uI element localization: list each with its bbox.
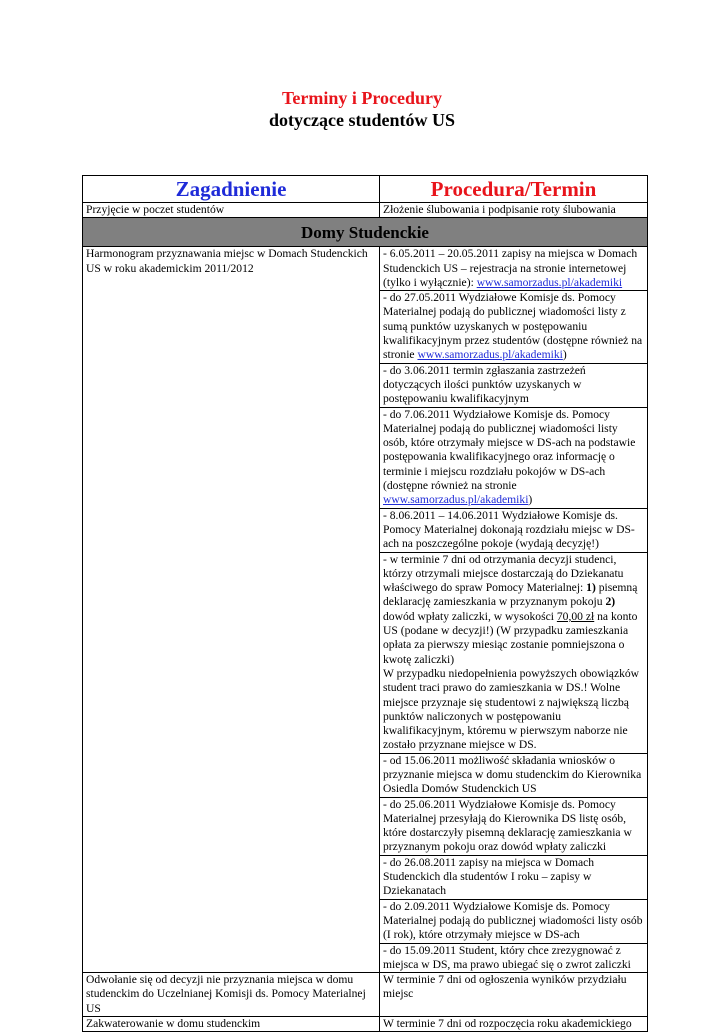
step-text: - w terminie 7 dni od otrzymania decyzji studenci, którzy otrzymali miejsce dostarczają do Dziekanatu właściwego do spraw Pomocy Materialnej: xyxy=(383,552,624,595)
akademiki-link[interactable]: www.samorzadus.pl/akademiki xyxy=(383,493,529,507)
procedure-step-7: - od 15.06.2011 możliwość składania wniosków o przyznanie miejsca w domu studenckim do Kierownika Osiedla Domów Studenckich US xyxy=(380,753,648,797)
section-title: Domy Studenckie xyxy=(83,218,648,247)
table-row-przyjecie xyxy=(83,203,648,218)
step-text: - 6.05.2011 – 20.05.2011 zapisy na miejsca w Domach Studenckich US – rejestracja na stronie internetowej (tylko i wyłącznie): xyxy=(383,247,638,289)
procedure-step-10: - do 2.09.2011 Wydziałowe Komisje ds. Pomocy Materialnej podają do publicznej wiadomości listy osób (I rok), które otrzymały miejsce w DS-ach xyxy=(380,899,648,943)
step-text: - do 7.06.2011 Wydziałowe Komisje ds. Pomocy Materialnej podają do publicznej wiadomości listy osób, które otrzymały miejsce w DS-ach na podstawie postępowania kwalifikacyjnego oraz informację o terminie i miejscu rozdziału pokojów w DS-ach (dostępne również na stronie xyxy=(383,407,636,493)
step-text-tail: ) xyxy=(562,348,567,362)
procedure-cell: W terminie 7 dni od rozpoczęcia roku akademickiego xyxy=(380,1017,648,1032)
step-number: 1) xyxy=(586,581,596,595)
akademiki-link[interactable]: www.samorzadus.pl/akademiki xyxy=(417,348,563,362)
title-block xyxy=(0,87,724,131)
step-text: dowód wpłaty zaliczki, w wysokości xyxy=(383,609,557,623)
topic-cell: Przyjęcie w poczet studentów xyxy=(83,203,380,218)
procedure-step-2 xyxy=(380,291,648,363)
step-text: pisemną deklarację zamieszkania w przyznanym pokoju xyxy=(383,581,638,609)
akademiki-link[interactable]: www.samorzadus.pl/akademiki xyxy=(476,275,623,289)
step-text: - do 27.05.2011 Wydziałowe Komisje ds. Pomocy Materialnej podają do publicznej wiadomości listy z sumą punktów uzyskanych w postępowaniu kwalifikacyjnym przez studentów (dostępne również na stronie xyxy=(383,291,643,362)
deposit-amount: 70,00 zł xyxy=(556,609,595,623)
section-header-row xyxy=(83,218,648,247)
procedure-step-5: - 8.06.2011 – 14.06.2011 Wydziałowe Komisje ds. Pomocy Materialnej dokonają rozdziału miejsc w DS-ach na poszczególne pokoje (wydają decyzję!) xyxy=(380,508,648,552)
table-header-row xyxy=(83,176,648,203)
topic-cell: Odwołanie się od decyzji nie przyznania miejsca w domu studenckim do Uczelnianej Komisji ds. Pomocy Materialnej US xyxy=(83,973,380,1017)
step-text-tail: ) xyxy=(528,493,533,507)
procedures-table xyxy=(82,175,648,1032)
topic-cell-harmonogram: Harmonogram przyznawania miejsc w Domach Studenckich US w roku akademickim 2011/2012 xyxy=(83,247,380,973)
procedure-step-1 xyxy=(380,247,648,291)
procedure-cell: Złożenie ślubowania i podpisanie roty ślubowania xyxy=(380,203,648,218)
column-header-procedure: Procedura/Termin xyxy=(380,176,648,203)
procedure-step-8: - do 25.06.2011 Wydziałowe Komisje ds. Pomocy Materialnej przesyłają do Kierownika DS listę osób, które dostarczyły pisemną deklarację zamieszkania w przyznanym pokoju oraz dowód wpłaty zaliczki xyxy=(380,797,648,855)
step-text-warning: W przypadku niedopełnienia powyższych obowiązków student traci prawo do zamieszkania w DS.! Wolne miejsce przyznaje się studentowi z największą liczbą punktów naliczonych w postępowaniu kwalifikacyjnym, któremu w pierwszym naborze nie zostało przyznane miejsce w DS. xyxy=(383,666,640,752)
table-row-harmonogram-1 xyxy=(83,247,648,291)
step-text: na konto US (podane w decyzji!) (W przypadku zamieszkania opłata za pierwszy miesiąc zostanie pomniejszona o kwotę zaliczki) xyxy=(383,609,638,666)
step-number: 2) xyxy=(605,595,616,609)
table-row-zakwaterowanie xyxy=(83,1017,648,1032)
document-title: Terminy i Procedury xyxy=(282,88,442,108)
procedure-step-3: - do 3.06.2011 termin zgłaszania zastrzeżeń dotyczących ilości punktów uzyskanych w postępowaniu kwalifikacyjnym xyxy=(380,363,648,407)
procedure-cell: W terminie 7 dni od ogłoszenia wyników przydziału miejsc xyxy=(380,973,648,1017)
table-row-odwolanie xyxy=(83,973,648,1017)
document-subtitle: dotyczące studentów US xyxy=(269,110,455,130)
procedure-step-11: - do 15.09.2011 Student, który chce zrezygnować z miejsca w DS, ma prawo ubiegać się o zwrot zaliczki xyxy=(380,943,648,973)
topic-cell: Zakwaterowanie w domu studenckim xyxy=(83,1017,380,1032)
procedure-step-4 xyxy=(380,407,648,508)
procedure-step-6 xyxy=(380,552,648,753)
procedure-step-9: - do 26.08.2011 zapisy na miejsca w Domach Studenckich dla studentów I roku – zapisy w Dziekanatach xyxy=(380,855,648,899)
column-header-topic: Zagadnienie xyxy=(83,176,380,203)
